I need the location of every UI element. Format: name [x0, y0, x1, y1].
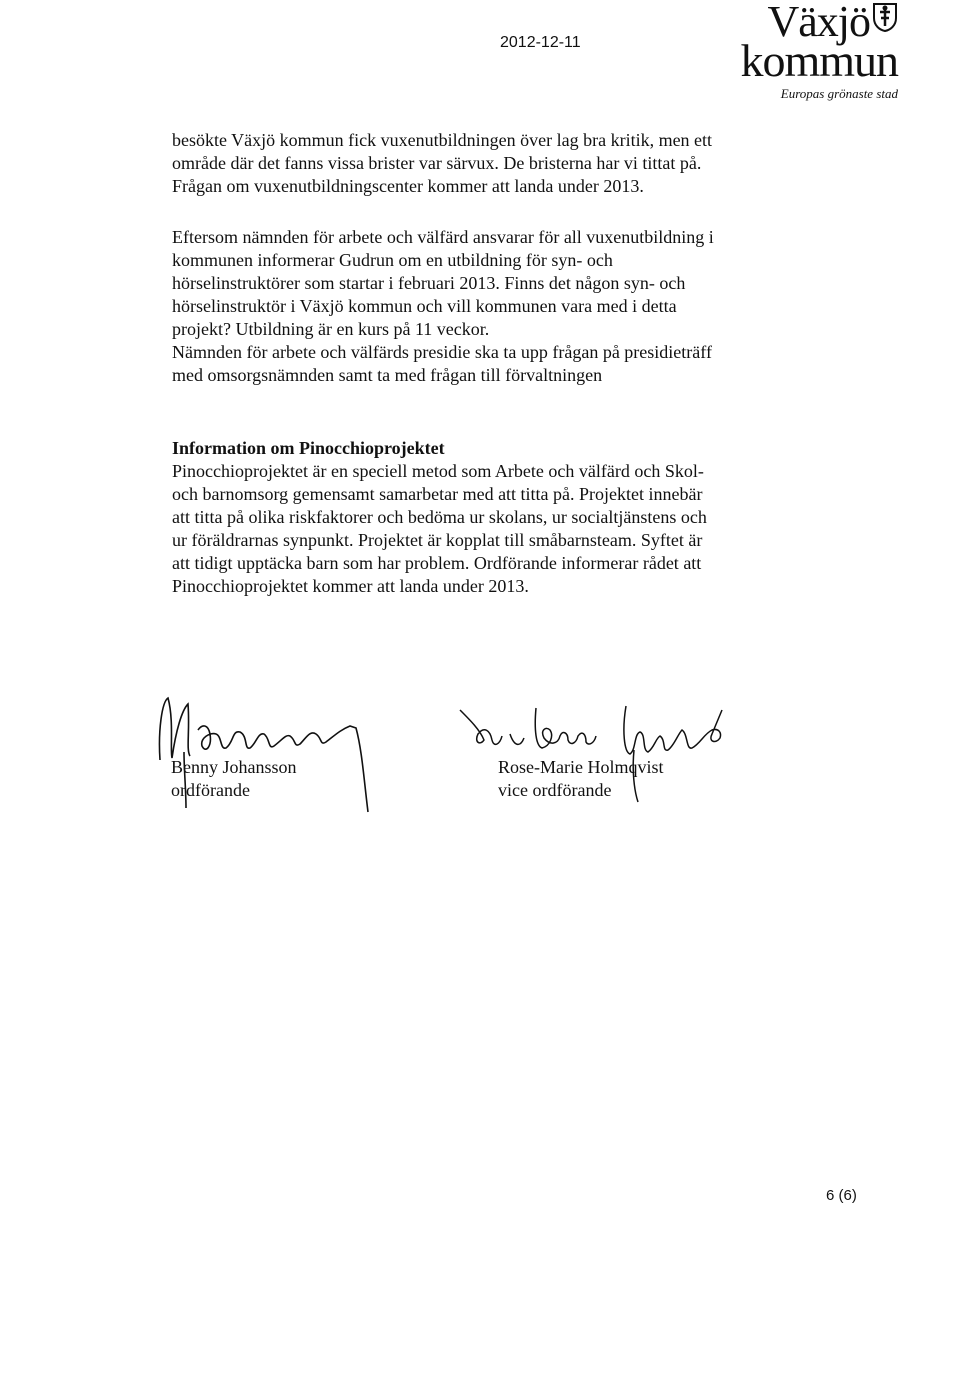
text-line: kommunen informerar Gudrun om en utbildning för syn- och — [172, 250, 613, 270]
section-heading: Information om Pinocchioprojektet — [172, 438, 445, 458]
signature-block-chair — [171, 756, 297, 802]
signatory-name: Rose-Marie Holmqvist — [498, 757, 664, 777]
text-line: område där det fanns vissa brister var särvux. De bristerna har vi tittat på. — [172, 153, 702, 173]
paragraph-2 — [172, 226, 792, 387]
text-line: hörselinstruktör i Växjö kommun och vill kommunen vara med i detta — [172, 296, 677, 316]
text-line: projekt? Utbildning är en kurs på 11 veckor. — [172, 319, 490, 339]
text-line: besökte Växjö kommun fick vuxenutbildningen över lag bra kritik, men ett — [172, 130, 713, 150]
text-line: att tidigt upptäcka barn som har problem. Ordförande informerar rådet att — [172, 553, 702, 573]
text-line: Pinocchioprojektet kommer att landa under 2013. — [172, 576, 529, 596]
signatory-role: vice ordförande — [498, 780, 612, 800]
text-line: och barnomsorg gemensamt samarbetar med att titta på. Projektet innebär — [172, 484, 703, 504]
text-line: hörselinstruktörer som startar i februari 2013. Finns det någon syn- och — [172, 273, 686, 293]
vaxjo-kommun-logo — [718, 2, 898, 102]
signatory-role: ordförande — [171, 780, 250, 800]
pinocchio-section — [172, 437, 792, 598]
logo-tagline: Europas grönaste stad — [780, 86, 898, 101]
logo-line2: kommun — [740, 35, 898, 86]
document-date: 2012-12-11 — [500, 34, 581, 51]
logo-line1: Växjö — [767, 0, 870, 46]
text-line: ur föräldrarnas synpunkt. Projektet är kopplat till småbarnsteam. Syftet är — [172, 530, 703, 550]
crest-icon — [872, 2, 898, 32]
text-line: Frågan om vuxenutbildningscenter kommer att landa under 2013. — [172, 176, 644, 196]
text-line: att titta på olika riskfaktorer och bedöma ur skolans, ur socialtjänstens och — [172, 507, 707, 527]
signatory-name: Benny Johansson — [171, 757, 297, 777]
text-line: Nämnden för arbete och välfärds presidie ska ta upp frågan på presidieträff — [172, 342, 712, 362]
text-line: Pinocchioprojektet är en speciell metod som Arbete och välfärd och Skol- — [172, 461, 704, 481]
text-line: Eftersom nämnden för arbete och välfärd ansvarar för all vuxenutbildning i — [172, 227, 714, 247]
text-line: med omsorgsnämnden samt ta med frågan till förvaltningen — [172, 365, 603, 385]
page-number: 6 (6) — [826, 1187, 857, 1204]
signature-block-vice-chair — [498, 756, 663, 802]
paragraph-1 — [172, 129, 792, 198]
